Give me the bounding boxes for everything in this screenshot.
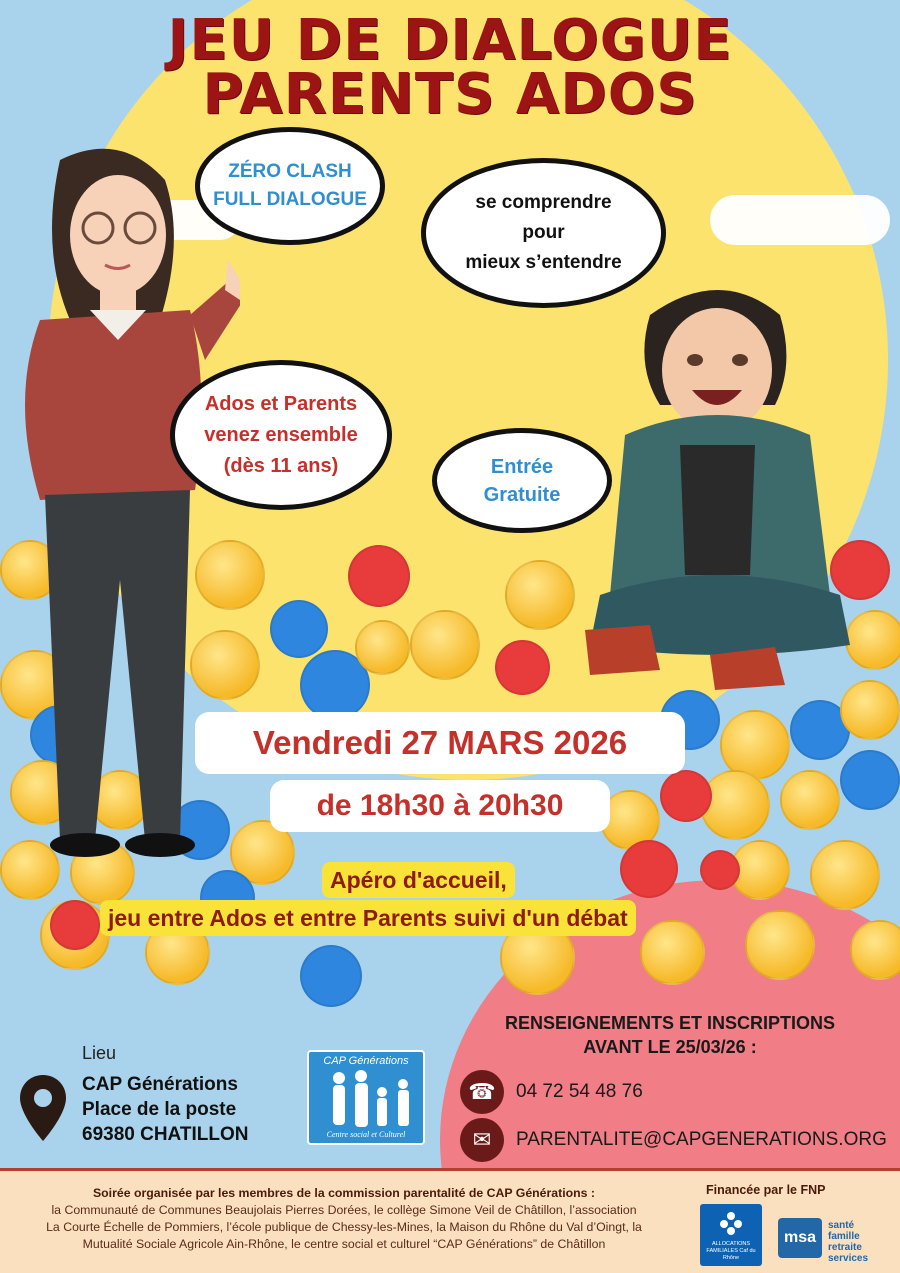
footer-bold-line: Soirée organisée par les membres de la commission parentalité de CAP Générations : bbox=[92, 1186, 596, 1200]
bubble-zero-clash: ZÉRO CLASH FULL DIALOGUE bbox=[195, 127, 385, 245]
financed-label: Financée par le FNP bbox=[706, 1183, 826, 1197]
msa-tagline: santé famille retraite services bbox=[828, 1220, 869, 1264]
footer-organizers bbox=[4, 1185, 684, 1253]
caf-emblem-icon bbox=[718, 1210, 744, 1236]
contact-email[interactable]: PARENTALITE@CAPGENERATIONS.ORG bbox=[516, 1129, 887, 1150]
footer-line-1: la Communauté de Communes Beaujolais Pierres Dorées, le collège Simone Veil de Châtillon, l’association bbox=[51, 1203, 637, 1217]
lieu-name: CAP Générations bbox=[82, 1074, 238, 1095]
msa-logo: msa bbox=[778, 1218, 822, 1258]
lieu-label: Lieu bbox=[82, 1043, 117, 1063]
logo-title: CAP Générations bbox=[323, 1055, 409, 1067]
footer-line-2: La Courte Échelle de Pommiers, l’école publique de Chessy-les-Mines, la Maison du Rhône du Val d’Oingt, la bbox=[46, 1220, 642, 1234]
mother-illustration bbox=[0, 140, 240, 900]
apero-line-2: jeu entre Ados et entre Parents suivi d'un débat bbox=[100, 900, 636, 936]
title-line-1: JEU DE DIALOGUE bbox=[167, 8, 733, 73]
cloud-right bbox=[710, 195, 890, 245]
caf-text: ALLOCATIONS FAMILIALES Caf du Rhône bbox=[706, 1241, 756, 1261]
family-silhouette-icon bbox=[319, 1070, 417, 1130]
contact-heading-line-1: RENSEIGNEMENTS ET INSCRIPTIONS bbox=[504, 1013, 836, 1033]
teen-illustration bbox=[580, 275, 870, 695]
event-time: de 18h30 à 20h30 bbox=[270, 780, 610, 832]
location-pin-icon bbox=[20, 1075, 66, 1141]
contact-email-row bbox=[460, 1118, 887, 1162]
cap-generations-logo bbox=[307, 1050, 425, 1145]
footer-line-3: Mutualité Sociale Agricole Ain-Rhône, le centre social et culturel “CAP Générations” de Châtillon bbox=[82, 1237, 606, 1251]
contact-heading bbox=[470, 1011, 870, 1059]
contact-phone-row bbox=[460, 1070, 643, 1114]
envelope-icon: ✉ bbox=[460, 1118, 504, 1162]
lieu-city: 69380 CHATILLON bbox=[82, 1124, 249, 1145]
contact-phone[interactable]: 04 72 54 48 76 bbox=[516, 1081, 643, 1102]
event-date: Vendredi 27 MARS 2026 bbox=[195, 712, 685, 774]
phone-icon: ☎ bbox=[460, 1070, 504, 1114]
bubble-ados-parents: Ados et Parents venez ensemble (dès 11 ans) bbox=[170, 360, 392, 510]
contact-heading-line-2: AVANT LE 25/03/26 : bbox=[583, 1037, 757, 1057]
lieu-street: Place de la poste bbox=[82, 1099, 237, 1120]
title-line-2: PARENTS ADOS bbox=[202, 62, 698, 127]
logo-subtitle: Centre social et Culturel bbox=[326, 1130, 406, 1139]
lieu-address bbox=[82, 1072, 248, 1147]
apero-line-1: Apéro d'accueil, bbox=[322, 862, 515, 898]
caf-logo bbox=[700, 1204, 762, 1266]
bubble-entree-gratuite: Entrée Gratuite bbox=[432, 428, 612, 533]
bubble-comprendre: se comprendre pour mieux s’entendre bbox=[421, 158, 666, 308]
